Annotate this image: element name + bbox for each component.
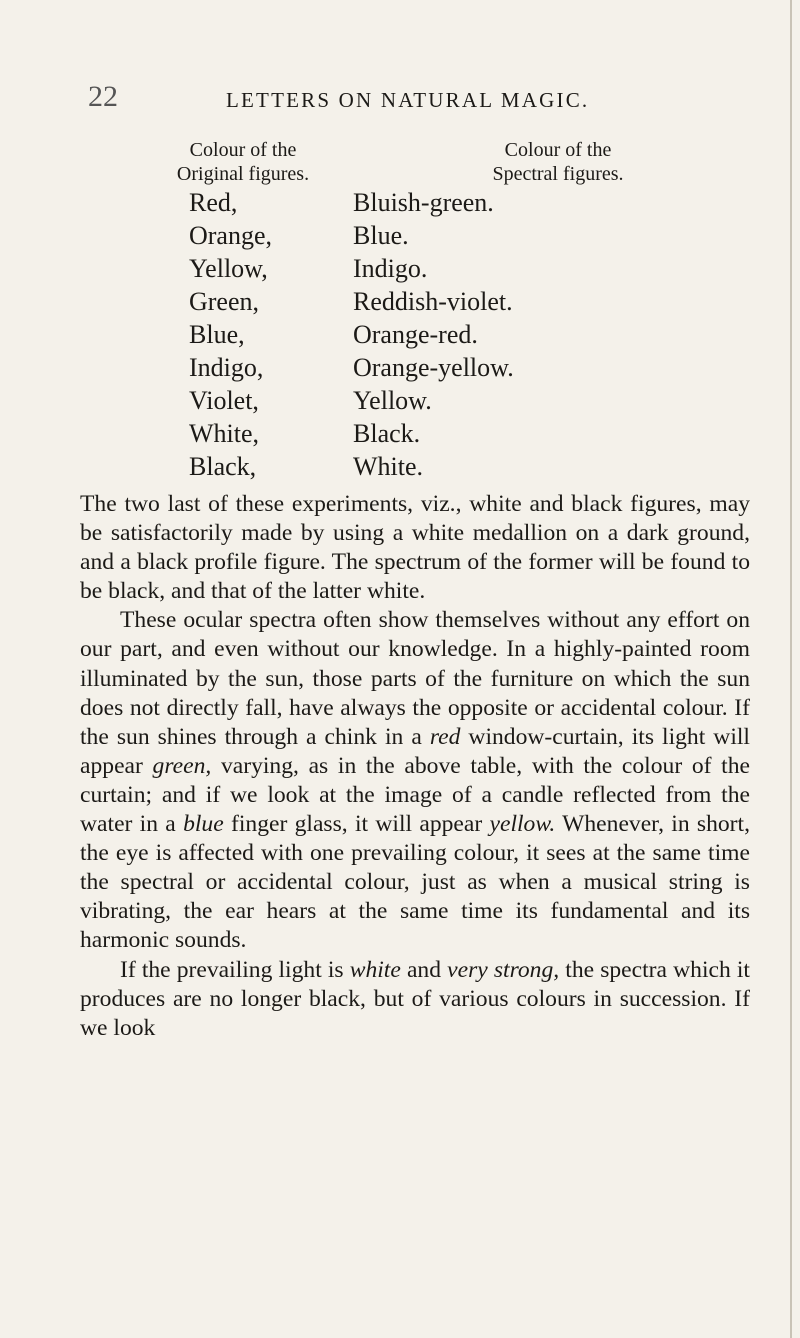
spectral-colour: Orange-red.: [353, 320, 478, 349]
column-header-original: Colour of the Original figures.: [176, 139, 310, 185]
spectral-colour: Reddish-violet.: [353, 287, 513, 316]
paragraph-2: These ocular spectra often show themselves without any effort on our part, and even without our knowledge. In a highly-painted room illuminated by the sun, those parts of the furniture on which the sun does not directly fall, have always the opposite or accidental colour. If the sun shines through a chink in a red window-curtain, its light will appear green, varying, as in the above table, with the colour of the curtain; and if we look at the image of a candle reflected from the water in a blue finger glass, it will appear yellow. Whenever, in short, the eye is affected with one prevailing colour, it sees at the same time the spectral or accidental colour, just as when a musical string is vibrating, the ear hears at the same time its fundamental and its harmonic sounds.: [80, 607, 750, 954]
original-colour: Yellow,: [189, 254, 268, 283]
column-header-spectral: Colour of the Spectral figures.: [492, 139, 624, 185]
table-row: [138, 186, 728, 219]
page-header: [88, 80, 788, 120]
spectral-colour: Blue.: [353, 221, 409, 250]
spectral-colour: Bluish-green.: [353, 188, 494, 217]
table-row: [138, 351, 728, 384]
paragraph-1: The two last of these experiments, viz., white and black figures, may be satisfactorily made by using a white medallion on a dark ground, and a black profile figure. The spectrum of the former will be found to be black, and that of the latter white.: [80, 491, 750, 605]
original-colour: Indigo,: [189, 353, 264, 382]
paragraph-3: If the prevailing light is white and very strong, the spectra which it produces are no longer black, but of various colours in succession. If we look: [80, 956, 750, 1041]
table-row: [138, 450, 728, 483]
colour-table: [138, 138, 728, 483]
original-colour: Red,: [189, 188, 238, 217]
body-text: [80, 490, 750, 1043]
original-colour: Black,: [189, 452, 257, 481]
table-header-row: [138, 138, 728, 186]
original-colour: Orange,: [189, 221, 273, 250]
spectral-colour: Orange-yellow.: [353, 353, 514, 382]
page-number: 22: [88, 80, 118, 113]
spectral-colour: Yellow.: [353, 386, 432, 415]
table-row: [138, 285, 728, 318]
original-colour: Blue,: [189, 320, 245, 349]
original-colour: White,: [189, 419, 260, 448]
spectral-colour: Indigo.: [353, 254, 428, 283]
spectral-colour: Black.: [353, 419, 421, 448]
spectral-colour: White.: [353, 452, 424, 481]
table-row: [138, 219, 728, 252]
table-row: [138, 384, 728, 417]
page-edge-line: [790, 0, 792, 1338]
table-row: [138, 318, 728, 351]
running-head: LETTERS ON NATURAL MAGIC.: [226, 88, 590, 112]
table-row: [138, 252, 728, 285]
table-row: [138, 417, 728, 450]
original-colour: Green,: [189, 287, 260, 316]
original-colour: Violet,: [189, 386, 259, 415]
